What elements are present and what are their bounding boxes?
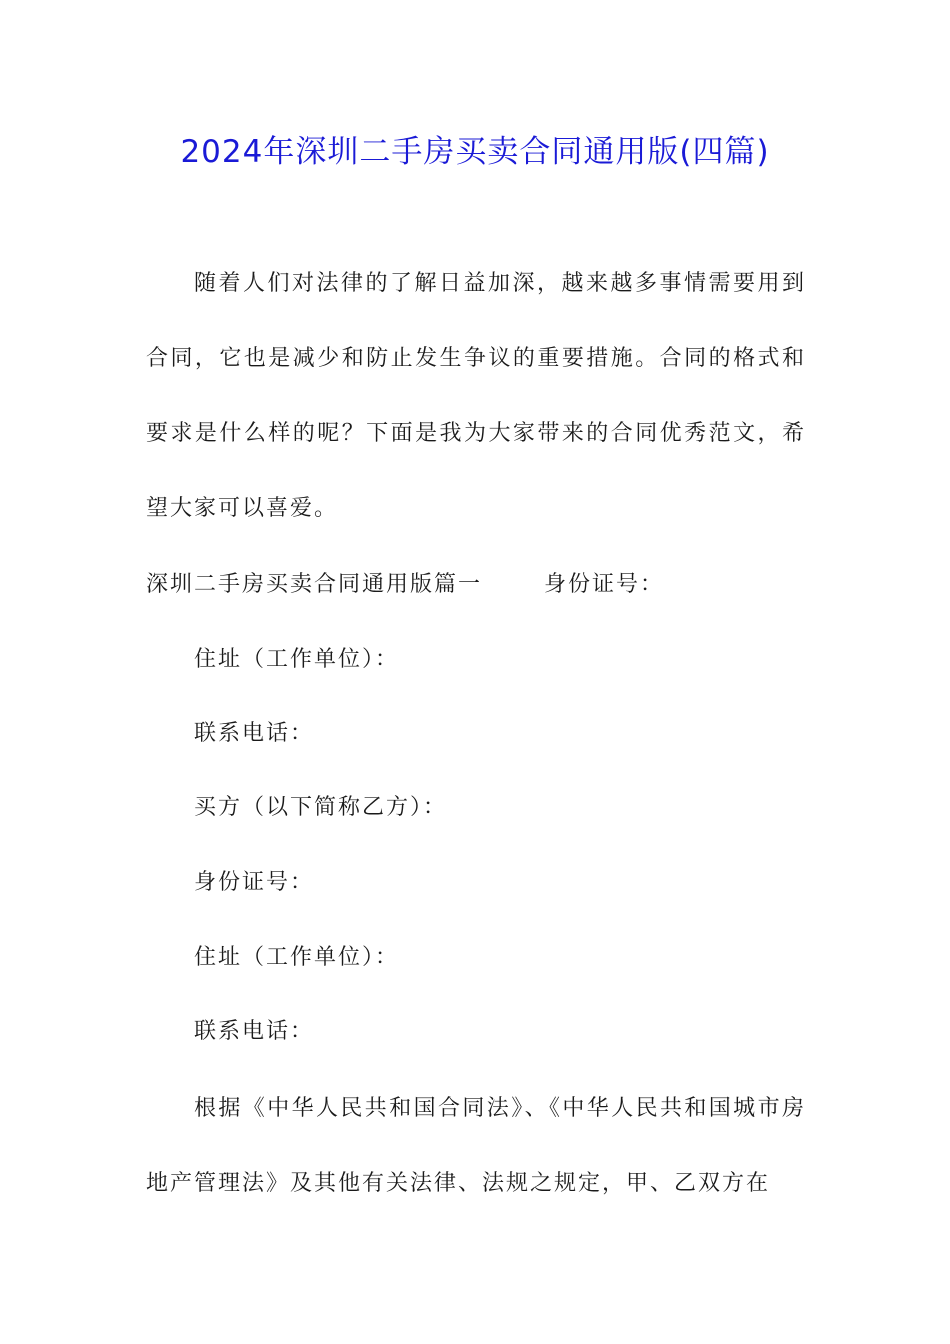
field-address: 住址（工作单位）： xyxy=(194,945,400,970)
field-phone: 联系电话： xyxy=(194,1019,315,1044)
field-id-number: 身份证号： xyxy=(194,870,315,895)
section-heading-id-field: 身份证号： xyxy=(544,572,665,597)
section-heading-line xyxy=(146,565,664,605)
field-phone: 联系电话： xyxy=(194,721,315,746)
field-buyer: 买方（以下简称乙方）： xyxy=(194,795,448,820)
document-title: 2024年深圳二手房买卖合同通用版(四篇) xyxy=(180,134,770,170)
field-address: 住址（工作单位）： xyxy=(194,647,400,672)
section-heading: 深圳二手房买卖合同通用版篇一 xyxy=(146,572,483,597)
intro-paragraph: 随着人们对法律的了解日益加深，越来越多事情需要用到合同，它也是减少和防止发生争议的重要措施。合同的格式和要求是什么样的呢？下面是我为大家带来的合同优秀范文，希望大家可以喜爱。 xyxy=(146,271,806,521)
closing-paragraph: 根据《中华人民共和国合同法》、《中华人民共和国城市房地产管理法》及其他有关法律、法规之规定，甲、乙双方在 xyxy=(146,1096,806,1196)
